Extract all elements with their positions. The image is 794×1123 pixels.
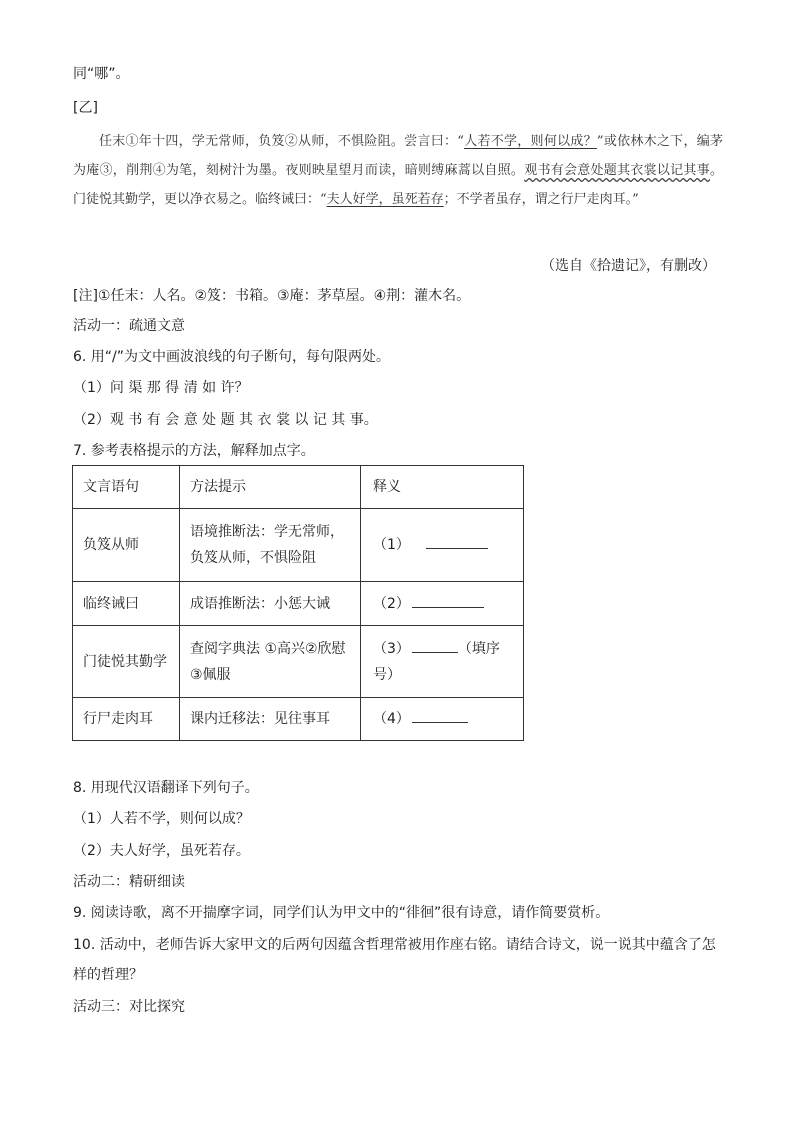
- table-header: 方法提示: [180, 466, 361, 509]
- question-6-item-2: （2）观 书 有 会 意 处 题 其 衣 裳 以 记 其 事。: [73, 412, 378, 428]
- activity-1-heading: 活动一：疏通文意: [73, 318, 185, 334]
- table-cell-phrase: 负笈从师: [73, 509, 180, 582]
- table-cell-answer: （4）: [361, 698, 524, 741]
- table-header: 释义: [361, 466, 524, 509]
- question-10-line-2: 样的哲理？: [73, 967, 143, 983]
- table-cell-answer: （1）: [361, 509, 524, 582]
- intro-line: 同“哪”。: [73, 66, 130, 82]
- answer-blank-2[interactable]: [412, 592, 484, 608]
- question-6-item-1: （1）问 渠 那 得 清 如 许？: [73, 380, 249, 396]
- wavy-underlined-sentence: 观书有会意处题其衣裳以记其事: [524, 163, 710, 178]
- answer-blank-3[interactable]: [412, 637, 458, 653]
- annotation-note: [注]①任末：人名。②笈：书箱。③庵：茅草屋。④荆：灌木名。: [73, 288, 471, 304]
- section-label: [乙]: [73, 100, 98, 116]
- activity-2-heading: 活动二：精研细读: [73, 874, 185, 890]
- table-cell-answer: （3） （填序号）: [361, 626, 524, 698]
- classical-passage: 任末①年十四，学无常师，负笈②从师，不惧险阻。尝言曰：“人若不学，则何以成？”或依林木之下，编茅为庵③，削荆④为笔，刻树汁为墨。夜则映星望月而读，暗则缚麻蒿以自照。观书有会意处题其衣裳以记其事。门徒悦其勤学，更以净衣易之。临终诫曰：“夫人好学，虽死若存；不学者虽存，谓之行尸走肉耳。”: [73, 134, 723, 207]
- source-citation: （选自《拾遗记》，有删改）: [541, 258, 716, 274]
- table-row: [73, 509, 524, 582]
- table-cell-method: 语境推断法：学无常师，负笈从师，不惧险阻: [180, 509, 361, 582]
- question-10-line-1: 10. 活动中，老师告诉大家甲文的后两句因蕴含哲理常被用作座右铭。请结合诗文，说一说其中蕴含了怎: [73, 937, 716, 953]
- table-cell-phrase: 行尸走肉耳: [73, 698, 180, 741]
- table-row: [73, 582, 524, 626]
- table-row: [73, 698, 524, 741]
- question-6-stem: 6. 用“/”为文中画波浪线的句子断句，每句限两处。: [73, 349, 391, 365]
- answer-blank-4[interactable]: [412, 707, 468, 723]
- table-header: 文言语句: [73, 466, 180, 509]
- underlined-quote-1: 人若不学，则何以成？: [463, 134, 597, 149]
- table-cell-method: 成语推断法：小惩大诫: [180, 582, 361, 626]
- table-cell-phrase: 临终诫曰: [73, 582, 180, 626]
- question-8-item-1: （1）人若不学，则何以成？: [73, 811, 250, 827]
- question-7-stem: 7. 参考表格提示的方法，解释加点字。: [73, 443, 315, 459]
- question-8-item-2: （2）夫人好学，虽死若存。: [73, 843, 250, 859]
- table-header-row: [73, 466, 524, 509]
- method-table: [72, 465, 524, 741]
- table-cell-method: 查阅字典法 ①高兴②欣慰③佩服: [180, 626, 361, 698]
- underlined-quote-2: 夫人好学，虽死若存: [326, 192, 444, 207]
- question-8-stem: 8. 用现代汉语翻译下列句子。: [73, 780, 259, 796]
- answer-blank-1[interactable]: [426, 533, 488, 549]
- question-9: 9. 阅读诗歌，离不开揣摩字词，同学们认为甲文中的“徘徊”很有诗意，请作简要赏析。: [73, 905, 610, 921]
- table-cell-answer: （2）: [361, 582, 524, 626]
- table-cell-method: 课内迁移法：见往事耳: [180, 698, 361, 741]
- activity-3-heading: 活动三：对比探究: [73, 999, 185, 1015]
- table-cell-phrase: 门徒悦其勤学: [73, 626, 180, 698]
- table-row: [73, 626, 524, 698]
